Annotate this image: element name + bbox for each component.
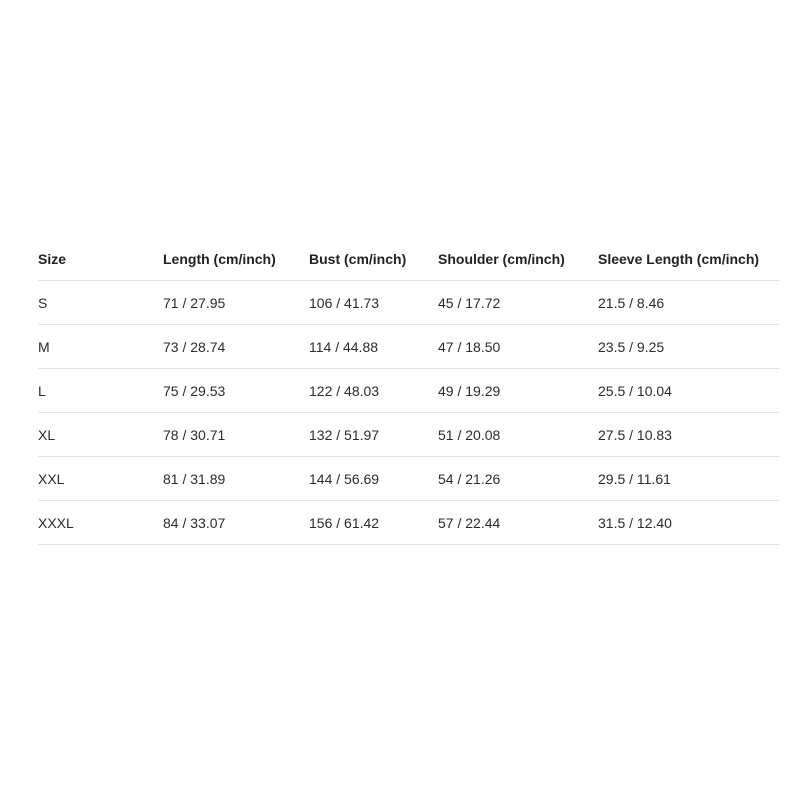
table-row: [38, 457, 780, 501]
table-header: [38, 237, 780, 281]
cell-bust: 156 / 61.42: [309, 501, 438, 545]
size-chart-table: [38, 237, 780, 545]
cell-sleeve-length: 25.5 / 10.04: [598, 369, 780, 413]
cell-sleeve-length: 21.5 / 8.46: [598, 281, 780, 325]
table-row: [38, 413, 780, 457]
header-shoulder: Shoulder (cm/inch): [438, 237, 598, 281]
cell-size: M: [38, 325, 163, 369]
table-body: [38, 281, 780, 545]
cell-shoulder: 47 / 18.50: [438, 325, 598, 369]
cell-sleeve-length: 27.5 / 10.83: [598, 413, 780, 457]
cell-shoulder: 57 / 22.44: [438, 501, 598, 545]
cell-length: 71 / 27.95: [163, 281, 309, 325]
cell-bust: 122 / 48.03: [309, 369, 438, 413]
cell-shoulder: 54 / 21.26: [438, 457, 598, 501]
cell-bust: 144 / 56.69: [309, 457, 438, 501]
cell-length: 78 / 30.71: [163, 413, 309, 457]
cell-size: XL: [38, 413, 163, 457]
cell-size: XXL: [38, 457, 163, 501]
header-length: Length (cm/inch): [163, 237, 309, 281]
cell-bust: 132 / 51.97: [309, 413, 438, 457]
cell-shoulder: 51 / 20.08: [438, 413, 598, 457]
cell-sleeve-length: 23.5 / 9.25: [598, 325, 780, 369]
cell-sleeve-length: 31.5 / 12.40: [598, 501, 780, 545]
cell-size: L: [38, 369, 163, 413]
cell-sleeve-length: 29.5 / 11.61: [598, 457, 780, 501]
cell-bust: 114 / 44.88: [309, 325, 438, 369]
table-row: [38, 325, 780, 369]
cell-length: 73 / 28.74: [163, 325, 309, 369]
cell-shoulder: 45 / 17.72: [438, 281, 598, 325]
table-row: [38, 501, 780, 545]
cell-size: XXXL: [38, 501, 163, 545]
table-row: [38, 369, 780, 413]
header-sleeve-length: Sleeve Length (cm/inch): [598, 237, 780, 281]
cell-length: 84 / 33.07: [163, 501, 309, 545]
header-size: Size: [38, 237, 163, 281]
cell-size: S: [38, 281, 163, 325]
cell-shoulder: 49 / 19.29: [438, 369, 598, 413]
cell-length: 81 / 31.89: [163, 457, 309, 501]
cell-bust: 106 / 41.73: [309, 281, 438, 325]
header-bust: Bust (cm/inch): [309, 237, 438, 281]
cell-length: 75 / 29.53: [163, 369, 309, 413]
header-row: [38, 237, 780, 281]
table-row: [38, 281, 780, 325]
